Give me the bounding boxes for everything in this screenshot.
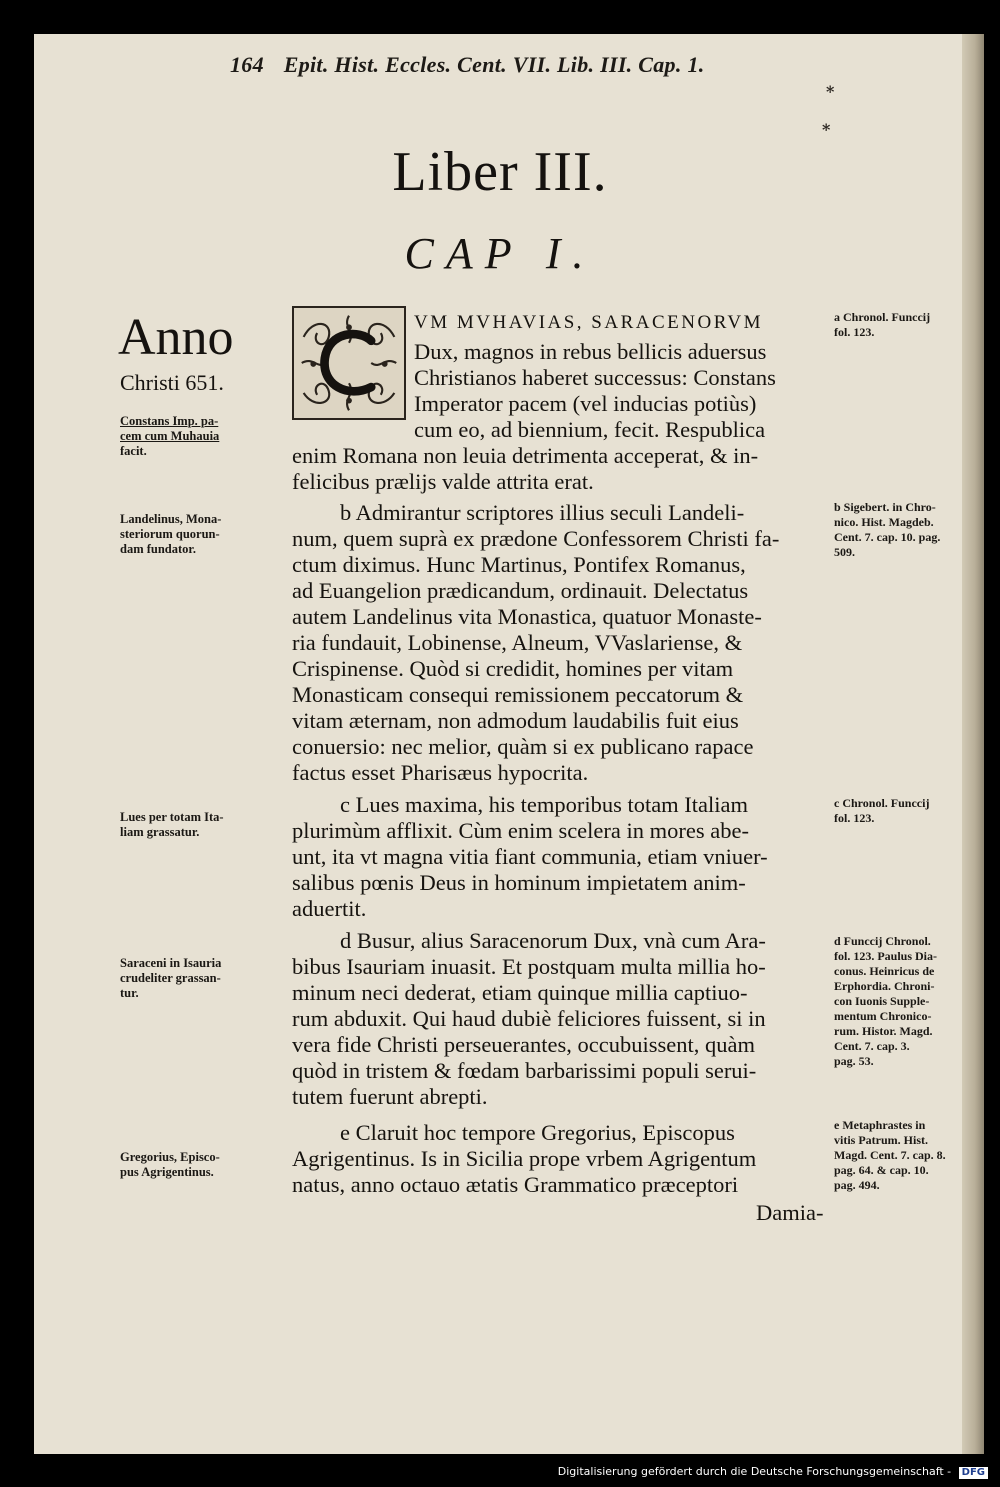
digitization-credit — [558, 1465, 988, 1479]
body-line: c Lues maxima, his temporibus totam Italiam — [340, 792, 749, 817]
body-line: autem Landelinus vita Monastica, quatuor Monaste- — [292, 604, 762, 629]
body-line: Christianos haberet successus: Constans — [414, 365, 776, 390]
body-line: e Claruit hoc tempore Gregorius, Episcopus — [340, 1120, 735, 1145]
body-line: vera fide Christi perseuerantes, occubuissent, quàm — [292, 1032, 755, 1057]
body-line: vitam æternam, non admodum laudabilis fuit eius — [292, 708, 739, 733]
chapter-title: CAP I. — [404, 229, 596, 278]
body-line: factus esset Pharisæus hypocrita. — [292, 760, 589, 785]
body-line: Agrigentinus. Is in Sicilia prope vrbem Agrigentum — [292, 1146, 757, 1171]
right-note-line: fol. 123. — [834, 325, 875, 339]
body-line: Imperator pacem (vel inducias potiùs) — [414, 391, 757, 416]
dfg-logo: DFG — [959, 1467, 988, 1479]
left-note-line: Saraceni in Isauria — [120, 956, 222, 970]
right-note-line: nico. Hist. Magdeb. — [834, 515, 934, 529]
left-note-line: tur. — [120, 986, 139, 1000]
body-line: felicibus prælijs valde attrita erat. — [292, 469, 594, 494]
body-line: quòd in tristem & fœdam barbarissimi populi serui- — [292, 1058, 757, 1083]
right-note-line: pag. 64. & cap. 10. — [834, 1163, 929, 1177]
right-note-line: e Metaphrastes in — [834, 1118, 926, 1132]
left-note-line: Gregorius, Episco- — [120, 1150, 220, 1164]
left-note — [120, 512, 282, 557]
right-note-line: fol. 123. Paulus Dia- — [834, 949, 938, 963]
drop-cap-letter: C — [346, 370, 352, 380]
body-line: bibus Isauriam inuasit. Et postquam multa millia ho- — [292, 954, 766, 979]
right-note-line: pag. 53. — [834, 1054, 874, 1068]
body-line: tutem fuerunt abrepti. — [292, 1084, 488, 1109]
credit-text: Digitalisierung gefördert durch die Deutsche Forschungsgemeinschaft - — [557, 1465, 952, 1478]
left-note-line: crudeliter grassan- — [120, 971, 221, 985]
body-line: Monasticam consequi remissionem peccatorum & — [292, 682, 744, 707]
left-note-line: Landelinus, Mona- — [120, 512, 222, 526]
left-note — [120, 414, 282, 459]
right-note-line: fol. 123. — [834, 811, 875, 825]
foliage-ornament-icon — [294, 308, 404, 418]
right-note — [834, 934, 994, 1069]
left-note-line: Lues per totam Ita- — [120, 810, 224, 824]
body-line: aduertit. — [292, 896, 367, 921]
body-line: unt, ita vt magna vitia fiant communia, etiam vniuer- — [292, 844, 768, 869]
right-note-line: 509. — [834, 545, 855, 559]
stray-mark: * — [826, 82, 835, 101]
right-note-line: Erphordia. Chroni- — [834, 979, 935, 993]
stray-mark: * — [822, 120, 831, 139]
right-note-line: d Funccij Chronol. — [834, 934, 931, 948]
body-line: ctum diximus. Hunc Martinus, Pontifex Romanus, — [292, 552, 746, 577]
body-line: Crispinense. Quòd si credidit, homines per vitam — [292, 656, 734, 681]
body-line: cum eo, ad biennium, fecit. Respublica — [414, 417, 766, 442]
right-note-line: conus. Heinricus de — [834, 964, 935, 978]
right-note-line: pag. 494. — [834, 1178, 880, 1192]
body-line: Dux, magnos in rebus bellicis aduersus — [414, 339, 767, 364]
left-note-line: pus Agrigentinus. — [120, 1165, 214, 1179]
right-note-line: con Iuonis Supple- — [834, 994, 930, 1008]
right-note-line: Magd. Cent. 7. cap. 8. — [834, 1148, 946, 1162]
right-note-line: Cent. 7. cap. 10. pag. — [834, 530, 941, 544]
anno-heading: Anno — [118, 309, 234, 366]
right-note-line: c Chronol. Funccij — [834, 796, 930, 810]
left-note-line: facit. — [120, 444, 147, 458]
right-note — [834, 500, 994, 560]
body-line: b Admirantur scriptores illius seculi Landeli- — [340, 500, 745, 525]
body-line: plurimùm afflixit. Cùm enim scelera in mores abe- — [292, 818, 749, 843]
catchword: Damia- — [756, 1200, 824, 1225]
right-note — [834, 310, 994, 340]
folio-number: 164 — [230, 52, 264, 77]
body-line: ria fundauit, Lobinense, Alneum, VVaslariense, & — [292, 630, 743, 655]
body-line: num, quem suprà ex prædone Confessorem Christi fa- — [292, 526, 780, 551]
body-line: salibus pœnis Deus in hominum impietatem anim- — [292, 870, 746, 895]
body-line: conuersio: nec melior, quàm si ex publicano rapace — [292, 734, 754, 759]
body-line: VM MVHAVIAS, SARACENORVM — [414, 312, 763, 333]
right-note-line: Cent. 7. cap. 3. — [834, 1039, 910, 1053]
body-line: natus, anno octauo ætatis Grammatico præceptori — [292, 1172, 739, 1197]
body-line: d Busur, alius Saracenorum Dux, vnà cum Ara- — [340, 928, 766, 953]
right-note-line: vitis Patrum. Hist. — [834, 1133, 928, 1147]
right-note-line: mentum Chronico- — [834, 1009, 932, 1023]
left-note — [120, 810, 282, 840]
body-line: ad Euangelion prædicandum, ordinauit. Delectatus — [292, 578, 749, 603]
running-head — [230, 52, 820, 78]
left-note-line: dam fundator. — [120, 542, 196, 556]
body-line: enim Romana non leuia detrimenta acceperat, & in- — [292, 443, 759, 468]
christi-year: Christi 651. — [120, 370, 224, 395]
right-note-line: a Chronol. Funccij — [834, 310, 931, 324]
right-note-line: rum. Histor. Magd. — [834, 1024, 933, 1038]
right-note — [834, 796, 994, 826]
left-note — [120, 1150, 282, 1180]
decorated-initial — [292, 306, 406, 420]
running-head-title: Epit. Hist. Eccles. Cent. VII. Lib. III. Cap. 1. — [283, 52, 705, 77]
left-note-line: liam grassatur. — [120, 825, 200, 839]
left-note — [120, 956, 282, 1001]
book-title: Liber III. — [392, 141, 608, 203]
body-line: minum neci dederat, etiam quinque millia captiuo- — [292, 980, 748, 1005]
right-note — [834, 1118, 994, 1193]
left-note-line: Constans Imp. pa- — [120, 414, 219, 428]
left-note-line: steriorum quorun- — [120, 527, 220, 541]
left-note-line: cem cum Muhauia — [120, 429, 220, 443]
right-note-line: b Sigebert. in Chro- — [834, 500, 936, 514]
body-line: rum abduxit. Qui haud dubiè feliciores fuissent, si in — [292, 1006, 766, 1031]
